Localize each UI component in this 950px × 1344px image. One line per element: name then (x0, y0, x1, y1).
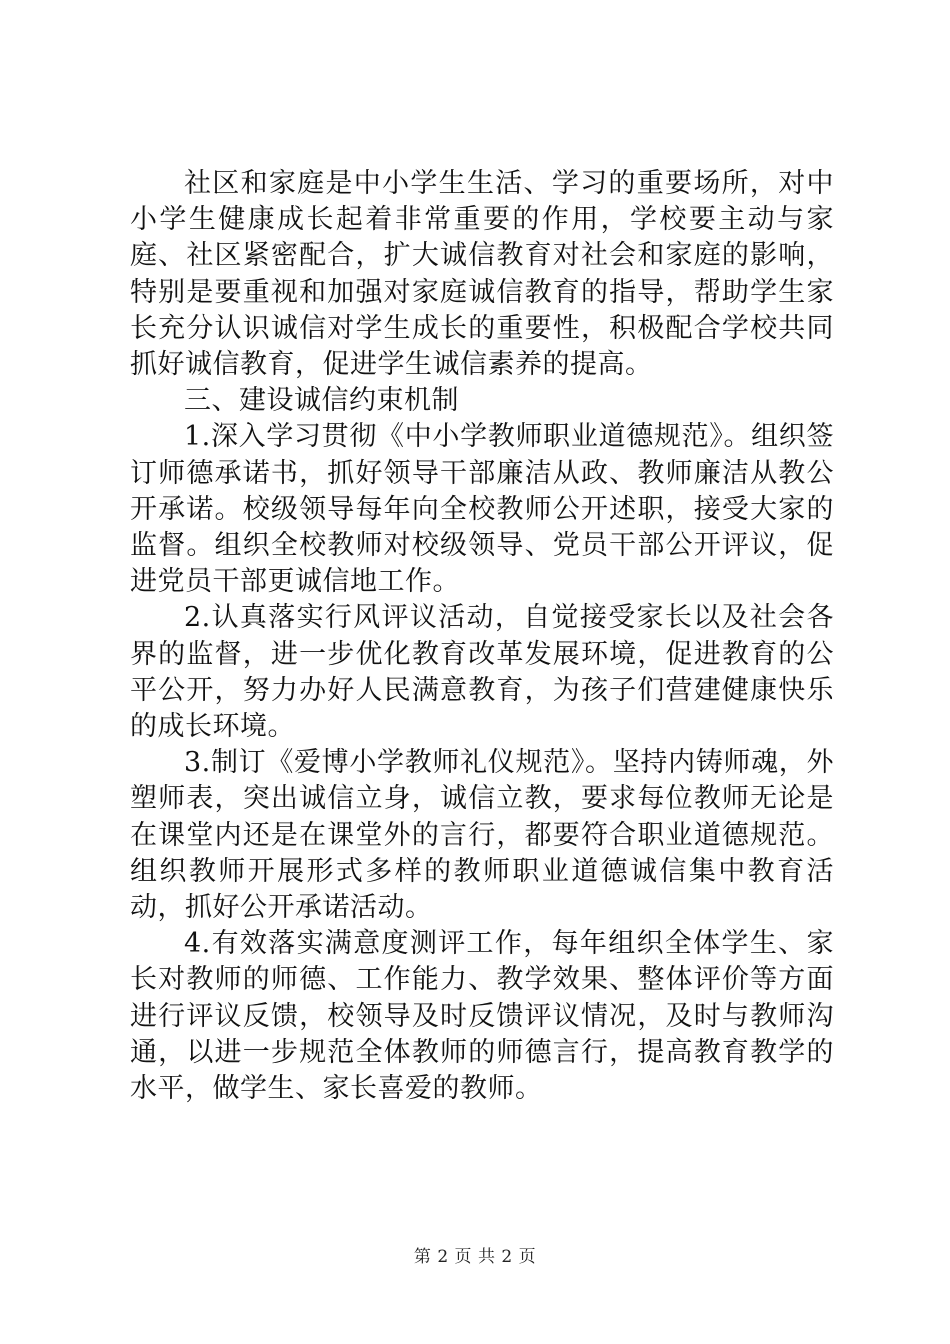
paragraph-community-family: 社区和家庭是中小学生生活、学习的重要场所，对中小学生健康成长起着非常重要的作用，学校要主动与家庭、社区紧密配合，扩大诚信教育对社会和家庭的影响，特别是要重视和加强对家庭诚信教育的指导，帮助学生家长充分认识诚信对学生成长的重要性，积极配合学校共同抓好诚信教育，促进学生诚信素养的提高。 (130, 168, 834, 381)
paragraph-item-4: 4.有效落实满意度测评工作，每年组织全体学生、家长对教师的师德、工作能力、教学效果、整体评价等方面进行评议反馈，校领导及时反馈评议情况，及时与教师沟通，以进一步规范全体教师的师德言行，提高教育教学的水平，做学生、家长喜爱的教师。 (130, 928, 834, 1105)
page-number-footer: 第 2 页 共 2 页 (413, 1247, 537, 1267)
section-heading-integrity-mechanism: 三、建设诚信约束机制 (184, 385, 459, 417)
paragraph-item-1: 1.深入学习贯彻《中小学教师职业道德规范》。组织签订师德承诺书，抓好领导干部廉洁从政、教师廉洁从教公开承诺。校级领导每年向全校教师公开述职，接受大家的监督。组织全校教师对校级领导、党员干部公开评议，促进党员干部更诚信地工作。 (130, 421, 834, 598)
paragraph-item-2: 2.认真落实行风评议活动，自觉接受家长以及社会各界的监督，进一步优化教育改革发展环境，促进教育的公平公开，努力办好人民满意教育，为孩子们营建健康快乐的成长环境。 (130, 602, 834, 743)
document-body (130, 166, 834, 1107)
paragraph-item-3: 3.制订《爱博小学教师礼仪规范》。坚持内铸师魂，外塑师表，突出诚信立身，诚信立教，要求每位教师无论是在课堂内还是在课堂外的言行，都要符合职业道德规范。组织教师开展形式多样的教师职业道德诚信集中教育活动，抓好公开承诺活动。 (130, 747, 834, 924)
